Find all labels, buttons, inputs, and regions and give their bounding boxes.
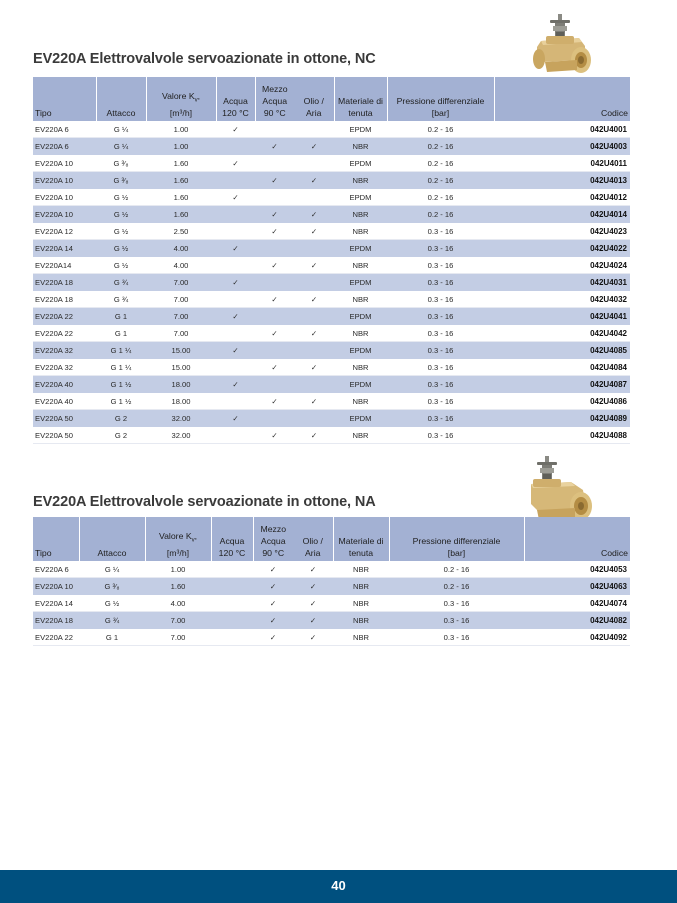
cell-codice: 042U4053 [524,561,630,578]
col-valore: Valore $K_v$, [m³/h] [145,517,211,561]
cell-kv-value: 32.00 [146,410,216,427]
cell-codice: 042U4088 [494,427,630,444]
cell-olio-aria [294,121,334,138]
cell-acqua-120: ✓ [216,121,255,138]
cell-kv-value: 7.00 [145,612,211,629]
table-row [33,291,630,308]
cell-kv-value: 4.00 [146,257,216,274]
cell-olio-aria: ✓ [294,223,334,240]
table-row [33,561,630,578]
cell-materiale: NBR [334,206,387,223]
cell-attacco: G 1 ½ [96,376,146,393]
valve-table-nc [33,77,630,444]
cell-codice: 042U4085 [494,342,630,359]
cell-attacco: G ½ [96,223,146,240]
cell-pressione: 0.2 - 16 [387,206,494,223]
col-acqua-120: Acqua 120 °C [211,517,253,561]
cell-acqua-90: ✓ [255,393,294,410]
cell-pressione: 0.3 - 16 [387,257,494,274]
cell-acqua-120: ✓ [216,155,255,172]
cell-materiale: NBR [333,612,389,629]
cell-codice: 042U4023 [494,223,630,240]
cell-acqua-120: ✓ [216,410,255,427]
cell-olio-aria [294,376,334,393]
cell-kv-value: 1.00 [145,561,211,578]
cell-codice: 042U4042 [494,325,630,342]
cell-olio-aria [294,308,334,325]
cell-acqua-120 [216,223,255,240]
cell-pressione: 0.3 - 16 [389,629,524,646]
cell-olio-aria: ✓ [294,257,334,274]
cell-materiale: NBR [333,629,389,646]
cell-acqua-90: ✓ [255,206,294,223]
table-row [33,121,630,138]
cell-acqua-120 [216,172,255,189]
cell-codice: 042U4032 [494,291,630,308]
cell-kv-value: 7.00 [146,274,216,291]
cell-tipo: EV220A 10 [33,206,96,223]
cell-acqua-90 [255,410,294,427]
cell-acqua-120 [216,325,255,342]
cell-pressione: 0.3 - 16 [387,359,494,376]
col-olio-aria: Olio / Aria [293,517,333,561]
cell-acqua-90: ✓ [255,427,294,444]
col-attacco: Attacco [96,77,146,121]
cell-attacco: G ³⁄₈ [96,172,146,189]
table-row [33,240,630,257]
cell-attacco: G 1 ¼ [96,342,146,359]
cell-kv-value: 7.00 [146,308,216,325]
cell-tipo: EV220A 14 [33,240,96,257]
cell-materiale: NBR [333,595,389,612]
cell-kv-value: 18.00 [146,376,216,393]
section-title: EV220A Elettrovalvole servoazionate in ottone, NA [33,494,376,510]
cell-attacco: G ¼ [96,138,146,155]
cell-codice: 042U4082 [524,612,630,629]
cell-materiale: EPDM [334,410,387,427]
cell-codice: 042U4063 [524,578,630,595]
cell-acqua-120 [211,578,253,595]
cell-tipo: EV220A 32 [33,359,96,376]
cell-olio-aria: ✓ [293,629,333,646]
cell-acqua-120 [216,257,255,274]
cell-tipo: EV220A 40 [33,393,96,410]
cell-acqua-90: ✓ [255,325,294,342]
cell-olio-aria: ✓ [293,595,333,612]
table-row [33,325,630,342]
cell-pressione: 0.2 - 16 [389,561,524,578]
cell-acqua-120 [216,206,255,223]
cell-acqua-90 [255,376,294,393]
cell-tipo: EV220A 10 [33,155,96,172]
col-olio-aria: Olio / Aria [294,77,334,121]
cell-acqua-120 [216,291,255,308]
cell-acqua-90 [255,121,294,138]
cell-acqua-120 [211,595,253,612]
col-tipo: Tipo [33,517,79,561]
table-row [33,359,630,376]
cell-attacco: G ½ [96,206,146,223]
cell-tipo: EV220A 18 [33,291,96,308]
cell-codice: 042U4022 [494,240,630,257]
cell-kv-value: 15.00 [146,342,216,359]
cell-pressione: 0.2 - 16 [387,121,494,138]
cell-olio-aria: ✓ [294,206,334,223]
cell-olio-aria [294,240,334,257]
cell-acqua-90 [255,342,294,359]
table-row [33,393,630,410]
cell-codice: 042U4074 [524,595,630,612]
cell-materiale: EPDM [334,308,387,325]
cell-acqua-90: ✓ [255,291,294,308]
cell-acqua-120 [216,138,255,155]
cell-acqua-120 [216,359,255,376]
table-row [33,612,630,629]
cell-pressione: 0.2 - 16 [387,138,494,155]
cell-tipo: EV220A 6 [33,561,79,578]
cell-tipo: EV220A 22 [33,325,96,342]
cell-olio-aria: ✓ [294,291,334,308]
col-acqua-90: Mezzo Acqua 90 °C [255,77,294,121]
cell-attacco: G ³⁄₈ [96,155,146,172]
col-attacco: Attacco [79,517,145,561]
table-row [33,155,630,172]
table-row [33,308,630,325]
cell-materiale: NBR [333,561,389,578]
col-materiale: Materiale di tenuta [333,517,389,561]
table-row [33,138,630,155]
cell-attacco: G ¾ [96,274,146,291]
cell-tipo: EV220A 50 [33,410,96,427]
cell-attacco: G ½ [96,240,146,257]
cell-tipo: EV220A 10 [33,578,79,595]
table-row [33,427,630,444]
cell-kv-value: 1.00 [146,138,216,155]
table-body-na [33,561,630,646]
cell-codice: 042U4011 [494,155,630,172]
cell-pressione: 0.2 - 16 [389,578,524,595]
cell-codice: 042U4086 [494,393,630,410]
cell-materiale: NBR [334,359,387,376]
cell-acqua-90: ✓ [255,138,294,155]
cell-attacco: G ½ [96,257,146,274]
cell-olio-aria: ✓ [294,138,334,155]
cell-tipo: EV220A 10 [33,189,96,206]
cell-acqua-90: ✓ [253,612,293,629]
cell-materiale: NBR [334,325,387,342]
cell-kv-value: 18.00 [146,393,216,410]
cell-acqua-90 [255,274,294,291]
cell-tipo: EV220A 50 [33,427,96,444]
cell-codice: 042U4013 [494,172,630,189]
cell-attacco: G 1 ½ [96,393,146,410]
cell-olio-aria: ✓ [294,393,334,410]
table-row [33,206,630,223]
cell-pressione: 0.3 - 16 [387,427,494,444]
cell-acqua-120: ✓ [216,240,255,257]
cell-materiale: EPDM [334,376,387,393]
cell-acqua-120: ✓ [216,189,255,206]
cell-materiale: NBR [334,257,387,274]
cell-acqua-120 [211,612,253,629]
cell-olio-aria [294,189,334,206]
cell-codice: 042U4092 [524,629,630,646]
cell-kv-value: 1.60 [146,206,216,223]
cell-materiale: NBR [334,138,387,155]
cell-attacco: G 2 [96,410,146,427]
table-row [33,595,630,612]
cell-codice: 042U4001 [494,121,630,138]
cell-kv-value: 4.00 [146,240,216,257]
cell-tipo: EV220A 6 [33,138,96,155]
cell-acqua-90: ✓ [253,561,293,578]
table-row [33,257,630,274]
cell-tipo: EV220A 18 [33,612,79,629]
table-row [33,223,630,240]
cell-kv-value: 2.50 [146,223,216,240]
cell-tipo: EV220A 22 [33,308,96,325]
cell-kv-value: 1.60 [146,155,216,172]
cell-attacco: G ¾ [96,291,146,308]
cell-olio-aria [294,274,334,291]
cell-pressione: 0.3 - 16 [387,342,494,359]
table-row [33,629,630,646]
cell-tipo: EV220A 14 [33,595,79,612]
cell-pressione: 0.3 - 16 [387,274,494,291]
cell-materiale: EPDM [334,155,387,172]
cell-codice: 042U4084 [494,359,630,376]
cell-materiale: NBR [334,223,387,240]
cell-pressione: 0.3 - 16 [387,223,494,240]
cell-kv-value: 32.00 [146,427,216,444]
cell-acqua-120: ✓ [216,376,255,393]
table-row [33,410,630,427]
cell-kv-value: 1.60 [146,189,216,206]
cell-acqua-90: ✓ [255,359,294,376]
cell-materiale: NBR [333,578,389,595]
table-body-nc [33,121,630,444]
cell-olio-aria: ✓ [294,427,334,444]
table-row [33,189,630,206]
cell-tipo: EV220A 22 [33,629,79,646]
cell-acqua-90 [255,189,294,206]
page-footer [0,870,677,903]
cell-acqua-120 [211,629,253,646]
cell-pressione: 0.2 - 16 [387,172,494,189]
cell-olio-aria: ✓ [293,578,333,595]
cell-tipo: EV220A 10 [33,172,96,189]
col-acqua-90: Mezzo Acqua 90 °C [253,517,293,561]
cell-attacco: G ³⁄₈ [79,578,145,595]
cell-tipo: EV220A 6 [33,121,96,138]
cell-acqua-90: ✓ [253,578,293,595]
cell-pressione: 0.2 - 16 [387,189,494,206]
cell-codice: 042U4003 [494,138,630,155]
cell-pressione: 0.3 - 16 [387,325,494,342]
cell-kv-value: 7.00 [146,325,216,342]
cell-pressione: 0.3 - 16 [387,410,494,427]
cell-attacco: G 1 [96,308,146,325]
table-row [33,578,630,595]
cell-materiale: NBR [334,172,387,189]
cell-tipo: EV220A 40 [33,376,96,393]
col-acqua-120: Acqua 120 °C [216,77,255,121]
cell-kv-value: 1.60 [145,578,211,595]
cell-acqua-90: ✓ [255,223,294,240]
table-row [33,172,630,189]
cell-kv-value: 7.00 [145,629,211,646]
cell-attacco: G ¾ [79,612,145,629]
cell-acqua-120: ✓ [216,342,255,359]
cell-kv-value: 15.00 [146,359,216,376]
cell-pressione: 0.3 - 16 [389,612,524,629]
table-row [33,274,630,291]
cell-acqua-90 [255,155,294,172]
cell-codice: 042U4031 [494,274,630,291]
cell-acqua-90 [255,240,294,257]
cell-kv-value: 7.00 [146,291,216,308]
col-materiale: Materiale di tenuta [334,77,387,121]
cell-olio-aria: ✓ [294,359,334,376]
cell-attacco: G ½ [96,189,146,206]
solenoid-valve-icon [529,14,595,84]
cell-materiale: NBR [334,427,387,444]
cell-tipo: EV220A 32 [33,342,96,359]
valve-table-na [33,517,630,646]
cell-pressione: 0.3 - 16 [387,393,494,410]
col-codice: Codice [524,517,630,561]
cell-pressione: 0.3 - 16 [387,291,494,308]
cell-acqua-120: ✓ [216,274,255,291]
cell-olio-aria: ✓ [294,172,334,189]
cell-tipo: EV220A 12 [33,223,96,240]
cell-attacco: G ¼ [79,561,145,578]
cell-materiale: EPDM [334,240,387,257]
cell-olio-aria [294,155,334,172]
cell-attacco: G 2 [96,427,146,444]
table-row [33,342,630,359]
cell-codice: 042U4014 [494,206,630,223]
cell-pressione: 0.3 - 16 [387,376,494,393]
cell-attacco: G 1 [79,629,145,646]
cell-materiale: EPDM [334,121,387,138]
table-row [33,376,630,393]
cell-tipo: EV220A14 [33,257,96,274]
cell-kv-value: 4.00 [145,595,211,612]
col-tipo: Tipo [33,77,96,121]
cell-olio-aria: ✓ [293,561,333,578]
cell-acqua-90 [255,308,294,325]
cell-kv-value: 1.60 [146,172,216,189]
cell-acqua-120 [216,393,255,410]
cell-pressione: 0.3 - 16 [387,308,494,325]
cell-acqua-120 [216,427,255,444]
cell-pressione: 0.2 - 16 [387,155,494,172]
cell-materiale: NBR [334,291,387,308]
section-nc [33,40,630,440]
cell-acqua-120 [211,561,253,578]
cell-codice: 042U4089 [494,410,630,427]
col-valore: Valore $K_v$, [m³/h] [146,77,216,121]
section-title: EV220A Elettrovalvole servoazionate in ottone, NC [33,51,376,67]
cell-olio-aria: ✓ [293,612,333,629]
cell-acqua-90: ✓ [255,257,294,274]
cell-olio-aria: ✓ [294,325,334,342]
cell-acqua-90: ✓ [253,595,293,612]
cell-codice: 042U4012 [494,189,630,206]
cell-acqua-90: ✓ [253,629,293,646]
col-codice: Codice [494,77,630,121]
cell-materiale: NBR [334,393,387,410]
cell-pressione: 0.3 - 16 [387,240,494,257]
cell-materiale: EPDM [334,342,387,359]
cell-olio-aria [294,410,334,427]
cell-attacco: G 1 ¼ [96,359,146,376]
cell-pressione: 0.3 - 16 [389,595,524,612]
cell-tipo: EV220A 18 [33,274,96,291]
col-pressione: Pressione differenziale [bar] [387,77,494,121]
section-na [33,484,630,654]
cell-attacco: G ½ [79,595,145,612]
cell-codice: 042U4041 [494,308,630,325]
cell-materiale: EPDM [334,189,387,206]
col-pressione: Pressione differenziale [bar] [389,517,524,561]
cell-attacco: G ¼ [96,121,146,138]
cell-codice: 042U4024 [494,257,630,274]
cell-acqua-120: ✓ [216,308,255,325]
cell-olio-aria [294,342,334,359]
page-number: 40 [331,878,346,893]
cell-acqua-90: ✓ [255,172,294,189]
cell-kv-value: 1.00 [146,121,216,138]
cell-codice: 042U4087 [494,376,630,393]
cell-materiale: EPDM [334,274,387,291]
cell-attacco: G 1 [96,325,146,342]
